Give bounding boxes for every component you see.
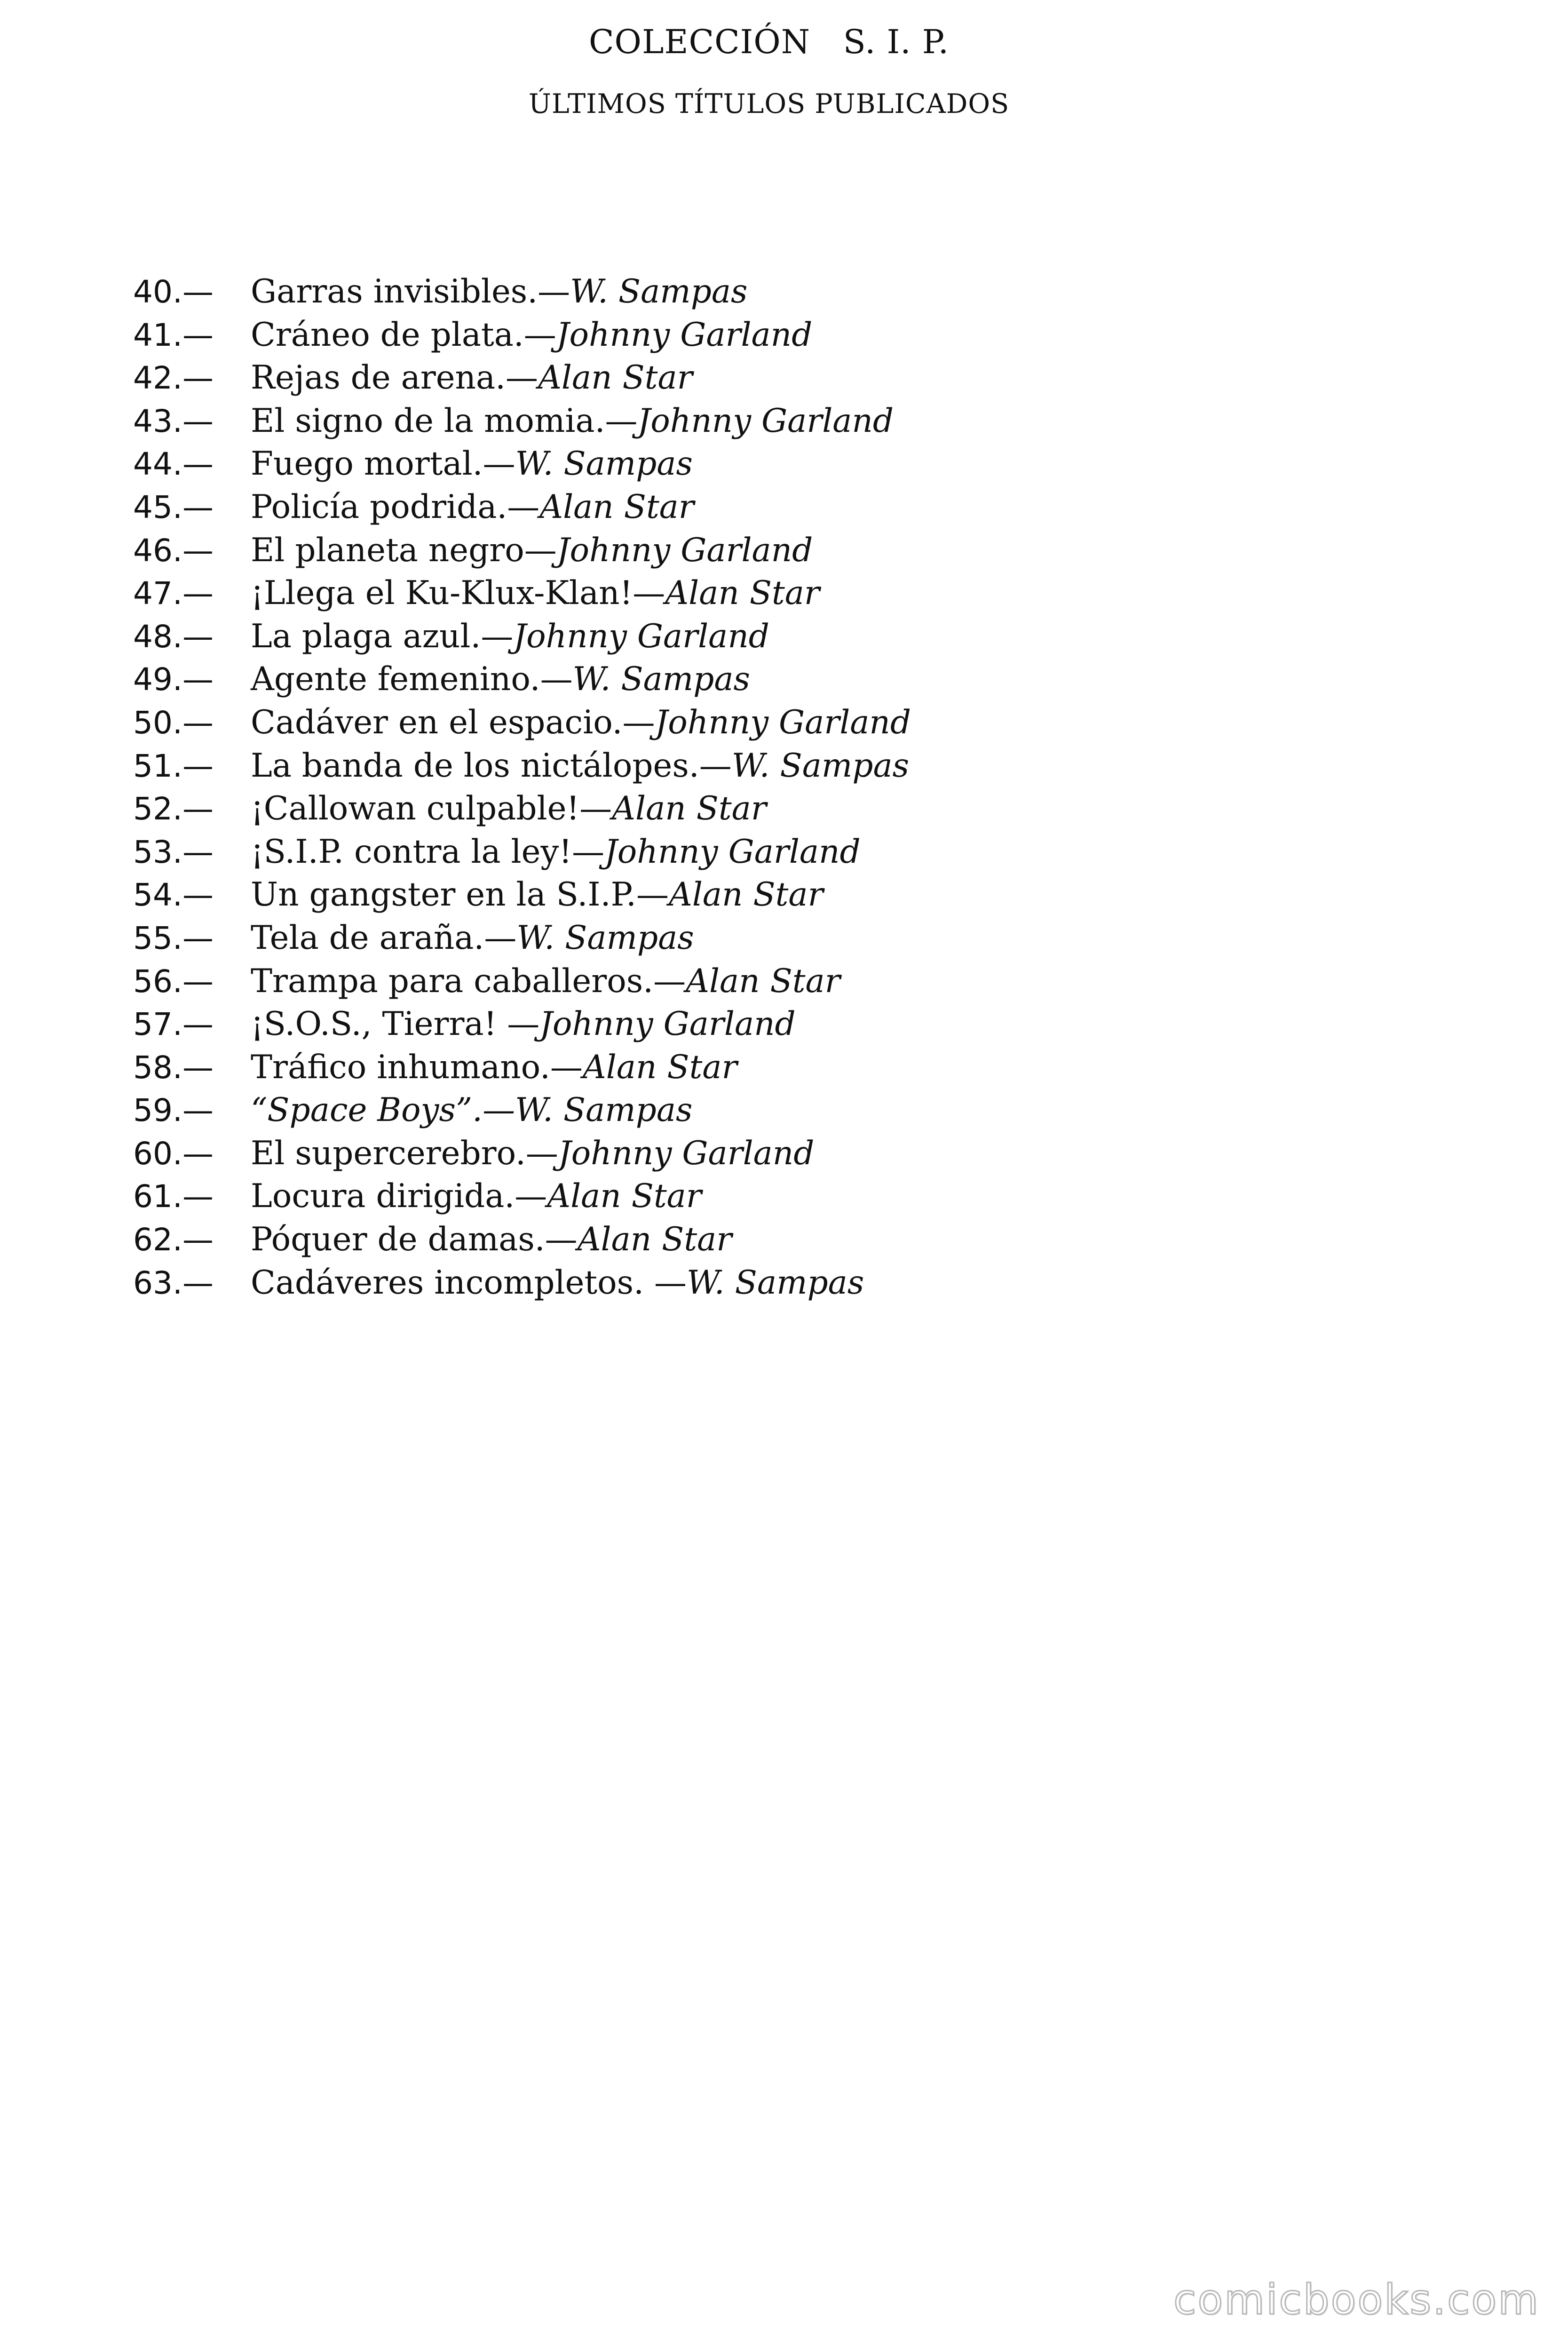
book-title: ¡Callowan culpable!—: [251, 790, 612, 828]
book-title: Un gangster en la S.I.P.—: [251, 876, 669, 914]
book-title: Cadáveres incompletos. —: [251, 1263, 687, 1302]
title-number: 60.—: [133, 1135, 214, 1172]
title-number: 40.—: [133, 274, 214, 310]
title-number: 48.—: [133, 618, 214, 655]
book-author: W. Sampas: [686, 1263, 864, 1302]
book-author: W. Sampas: [731, 747, 910, 785]
book-author: Alan Star: [665, 574, 820, 612]
book-author: Johnny Garland: [513, 617, 769, 655]
list-item: [133, 316, 911, 359]
list-item: [133, 919, 911, 962]
book-author: Alan Star: [547, 1177, 702, 1216]
title-number: 61.—: [133, 1178, 214, 1215]
title-number: 53.—: [133, 834, 214, 870]
list-item: [133, 618, 911, 661]
title-number: 52.—: [133, 791, 214, 827]
book-author: Alan Star: [539, 488, 694, 526]
book-author: Johnny Garland: [637, 402, 894, 440]
book-author: Johnny Garland: [556, 316, 813, 354]
list-item: [133, 488, 911, 532]
title-number: 59.—: [133, 1092, 214, 1129]
book-author: Alan Star: [612, 790, 767, 828]
book-title: El signo de la momia.—: [251, 402, 638, 440]
book-author: Johnny Garland: [558, 1134, 815, 1172]
book-author: W. Sampas: [515, 445, 693, 483]
book-title: ¡S.O.S., Tierra! —: [251, 1005, 540, 1043]
watermark: comicbooks.com: [1173, 2275, 1540, 2324]
title-number: 56.—: [133, 963, 214, 1000]
list-item: [133, 402, 911, 445]
list-item: [133, 1091, 911, 1135]
book-author: Alan Star: [582, 1048, 737, 1086]
list-item: [133, 1264, 911, 1307]
list-item: [133, 1005, 911, 1049]
title-number: 44.—: [133, 446, 214, 483]
book-author: Johnny Garland: [655, 703, 911, 741]
title-number: 47.—: [133, 575, 214, 612]
title-number: 50.—: [133, 704, 214, 741]
book-author: W. Sampas: [516, 919, 694, 957]
title-number: 41.—: [133, 317, 214, 353]
title-number: 51.—: [133, 747, 214, 784]
book-title: Rejas de arena.—: [251, 359, 539, 397]
published-titles-heading: ÚLTIMOS TÍTULOS PUBLICADOS: [528, 88, 1010, 119]
book-author: W. Sampas: [515, 1091, 693, 1129]
title-number: 54.—: [133, 877, 214, 914]
list-item: [133, 1049, 911, 1092]
book-title: La plaga azul.—: [251, 617, 514, 655]
title-number: 55.—: [133, 920, 214, 956]
book-title: Cráneo de plata.—: [251, 316, 556, 354]
book-author: Johnny Garland: [539, 1005, 796, 1043]
title-number: 63.—: [133, 1264, 214, 1301]
list-item: [133, 445, 911, 488]
book-title: Tráfico inhumano.—: [251, 1048, 583, 1086]
book-author: Johnny Garland: [604, 833, 861, 871]
list-item: [133, 574, 911, 618]
book-author: Alan Star: [668, 876, 824, 914]
book-title: “Space Boys”.—: [251, 1091, 515, 1129]
book-author: Alan Star: [538, 359, 693, 397]
list-item: [133, 962, 911, 1006]
book-title: Policía podrida.—: [251, 488, 540, 526]
published-titles-list: [133, 273, 911, 1307]
title-number: 43.—: [133, 403, 214, 439]
book-author: Alan Star: [577, 1221, 732, 1259]
title-number: 49.—: [133, 661, 214, 698]
title-number: 45.—: [133, 489, 214, 525]
book-title: ¡S.I.P. contra la ley!—: [251, 833, 605, 871]
series-title: COLECCIÓN S. I. P.: [589, 23, 949, 61]
book-title: Tela de araña.—: [251, 919, 517, 957]
book-title: Fuego mortal.—: [251, 445, 515, 483]
book-title: Locura dirigida.—: [251, 1177, 547, 1216]
book-title: Póquer de damas.—: [251, 1221, 578, 1259]
list-item: [133, 359, 911, 402]
book-title: El planeta negro—: [251, 531, 557, 569]
list-item: [133, 660, 911, 704]
book-title: Agente femenino.—: [251, 660, 573, 699]
book-title: La banda de los nictálopes.—: [251, 747, 732, 785]
list-item: [133, 876, 911, 919]
list-item: [133, 532, 911, 575]
book-title: Garras invisibles.—: [251, 273, 570, 310]
list-item: [133, 1135, 911, 1178]
title-number: 46.—: [133, 532, 214, 569]
title-number: 57.—: [133, 1006, 214, 1043]
list-item: [133, 273, 911, 316]
book-title: Trampa para caballeros.—: [251, 962, 686, 1000]
title-number: 62.—: [133, 1222, 214, 1258]
list-item: [133, 790, 911, 833]
list-item: [133, 1177, 911, 1221]
title-number: 42.—: [133, 360, 214, 397]
list-item: [133, 1221, 911, 1264]
book-title: ¡Llega el Ku-Klux-Klan!—: [251, 574, 665, 612]
book-author: Alan Star: [686, 962, 840, 1000]
list-item: [133, 747, 911, 790]
list-item: [133, 704, 911, 747]
book-title: El supercerebro.—: [251, 1134, 558, 1172]
book-author: W. Sampas: [572, 660, 750, 699]
title-number: 58.—: [133, 1049, 214, 1086]
book-author: W. Sampas: [570, 273, 748, 310]
list-item: [133, 833, 911, 876]
book-title: Cadáver en el espacio.—: [251, 703, 655, 741]
book-author: Johnny Garland: [556, 531, 813, 569]
